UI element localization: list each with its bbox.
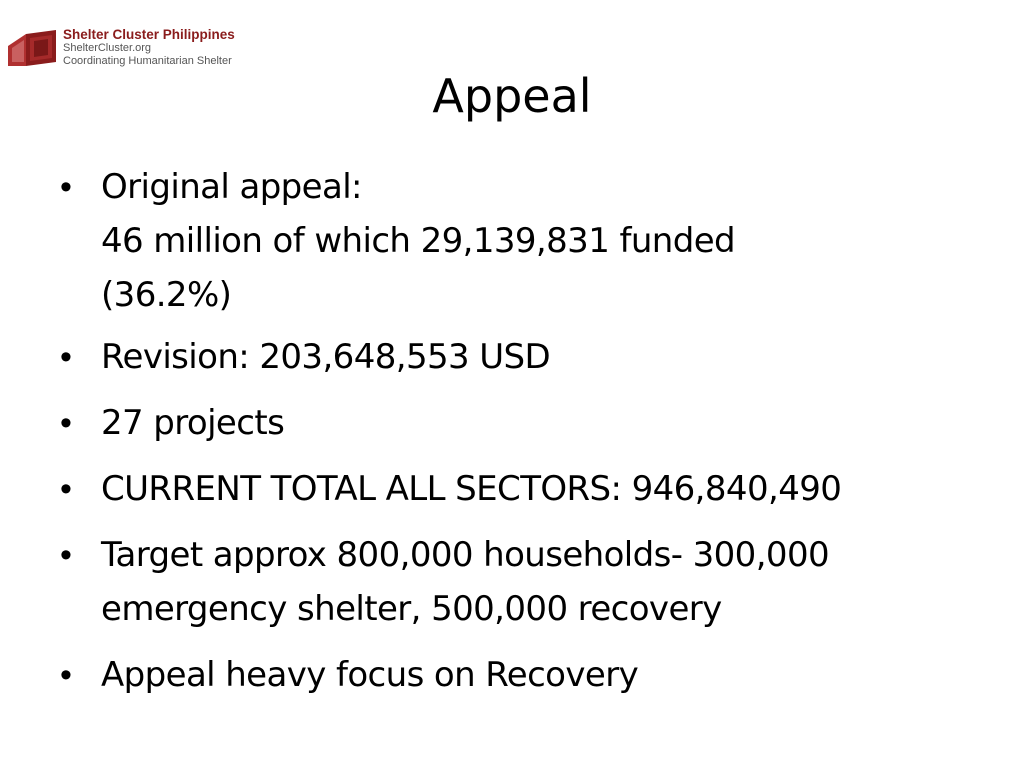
bullet-text — [101, 648, 1001, 702]
logo-tagline: Coordinating Humanitarian Shelter — [63, 55, 232, 67]
bullet-marker: • — [60, 338, 72, 376]
bullet-line: Appeal heavy focus on Recovery — [101, 655, 639, 695]
bullet-text — [101, 396, 1001, 450]
bullet-marker: • — [60, 404, 72, 442]
bullet-line: Revision: 203,648,553 USD — [101, 337, 551, 377]
bullet-text — [101, 462, 1001, 516]
bullet-line: CURRENT TOTAL ALL SECTORS: 946,840,490 — [101, 469, 842, 509]
slide-title: Appeal — [432, 69, 592, 123]
bullet-marker: • — [60, 168, 72, 206]
bullet-line: 27 projects — [101, 403, 285, 443]
bullet-line: 46 million of which 29,139,831 funded — [101, 221, 735, 261]
logo-organization-name: Shelter Cluster Philippines — [63, 27, 235, 42]
bullet-text — [101, 330, 1001, 384]
bullet-text — [101, 160, 1001, 322]
bullet-marker: • — [60, 470, 72, 508]
bullet-line: Original appeal: — [101, 167, 362, 207]
bullet-text — [101, 528, 1001, 636]
bullet-marker: • — [60, 656, 72, 694]
bullet-line: emergency shelter, 500,000 recovery — [101, 589, 722, 629]
bullet-marker: • — [60, 536, 72, 574]
logo-website: ShelterCluster.org — [63, 42, 152, 54]
bullet-line: Target approx 800,000 households- 300,000 — [101, 535, 830, 575]
bullet-line: (36.2%) — [101, 275, 232, 315]
